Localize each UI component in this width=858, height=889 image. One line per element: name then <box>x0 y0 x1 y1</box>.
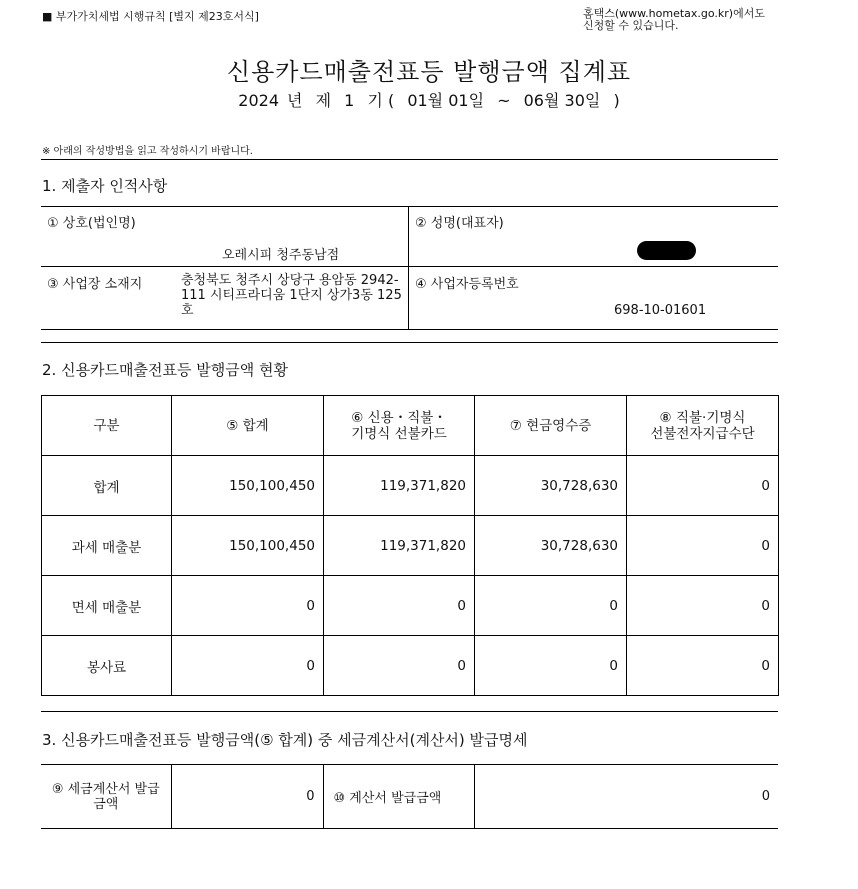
period-close: ) <box>613 91 620 110</box>
cell-cash-receipt: 30,728,630 <box>475 456 627 516</box>
table-row <box>42 636 779 696</box>
section2-heading: 2. 신용카드매출전표등 발행금액 현황 <box>42 361 288 379</box>
divider <box>41 329 778 330</box>
tax-invoice-label: ⑨ 세금계산서 발급 금액 <box>41 765 171 829</box>
tax-period <box>0 88 858 111</box>
table-row <box>42 456 779 516</box>
period-term: 1 <box>344 91 355 110</box>
cell-electronic: 0 <box>627 576 779 636</box>
divider <box>41 206 778 207</box>
address-label: ③ 사업장 소재지 <box>47 277 143 292</box>
divider <box>41 342 778 343</box>
header-electronic-payment: ⑧ 직불·기명식 선불전자지급수단 <box>627 396 779 456</box>
period-year: 2024 <box>238 91 280 110</box>
hometax-notice-line2: 신청할 수 있습니다. <box>583 19 679 32</box>
representative-label: ② 성명(대표자) <box>415 216 504 231</box>
invoice-value: 0 <box>474 765 778 829</box>
hometax-notice-line1: 홈택스(www.hometax.go.kr)에서도 <box>583 7 765 20</box>
cell-electronic: 0 <box>627 456 779 516</box>
header-cash-receipt: ⑦ 현금영수증 <box>475 396 627 456</box>
cell-total: 150,100,450 <box>172 456 324 516</box>
row-label: 과세 매출분 <box>42 516 172 576</box>
row-label: 봉사료 <box>42 636 172 696</box>
tax-invoice-value: 0 <box>171 765 323 829</box>
registration-number-label: ④ 사업자등록번호 <box>415 277 519 292</box>
header-category: 구분 <box>42 396 172 456</box>
divider <box>41 159 778 160</box>
address-value: 충청북도 청주시 상당구 용암동 2942-111 시티프라디움 1단지 상가3동 125호 <box>181 273 402 318</box>
cell-cash-receipt: 30,728,630 <box>475 516 627 576</box>
header-total: ⑤ 합계 <box>172 396 324 456</box>
period-term-prefix: 제 <box>315 91 332 110</box>
cell-card: 119,371,820 <box>324 516 475 576</box>
row-label: 합계 <box>42 456 172 516</box>
table-header-row <box>42 396 779 456</box>
cell-total: 0 <box>172 576 324 636</box>
redacted-representative-name <box>637 241 696 260</box>
hometax-notice <box>583 8 765 32</box>
period-term-suffix: 기 ( <box>367 91 395 110</box>
registration-number-value: 698-10-01601 <box>614 303 707 318</box>
cell-card: 0 <box>324 636 475 696</box>
invoice-label: ⑩ 계산서 발급금액 <box>323 765 474 829</box>
cell-electronic: 0 <box>627 636 779 696</box>
cell-card: 0 <box>324 576 475 636</box>
cell-total: 150,100,450 <box>172 516 324 576</box>
instruction-note: ※ 아래의 작성방법을 읽고 작성하시기 바랍니다. <box>42 146 253 157</box>
section1-heading: 1. 제출자 인적사항 <box>42 177 168 195</box>
table-row <box>42 576 779 636</box>
business-name-label: ① 상호(법인명) <box>47 216 136 231</box>
period-to: 06월 30일 <box>523 91 601 110</box>
table-row <box>41 765 778 829</box>
business-name-value: 오레시피 청주동남점 <box>222 248 340 263</box>
divider <box>41 711 778 712</box>
issuance-amount-table <box>41 395 779 696</box>
form-rule-label: ■ 부가가치세법 시행규칙 [별지 제23호서식] <box>42 10 259 23</box>
divider <box>41 266 778 267</box>
period-tilde: ~ <box>497 91 511 110</box>
section3-heading: 3. 신용카드매출전표등 발행금액(⑤ 합계) 중 세금계산서(계산서) 발급명세 <box>42 731 528 749</box>
row-label: 면세 매출분 <box>42 576 172 636</box>
table-row <box>42 516 779 576</box>
header-credit-debit-card: ⑥ 신용・직불・ 기명식 선불카드 <box>324 396 475 456</box>
period-from: 01월 01일 <box>407 91 485 110</box>
cell-card: 119,371,820 <box>324 456 475 516</box>
invoice-issuance-table <box>41 764 778 829</box>
cell-cash-receipt: 0 <box>475 576 627 636</box>
cell-cash-receipt: 0 <box>475 636 627 696</box>
cell-electronic: 0 <box>627 516 779 576</box>
cell-total: 0 <box>172 636 324 696</box>
period-year-suffix: 년 <box>287 91 303 110</box>
document-title: 신용카드매출전표등 발행금액 집계표 <box>226 58 632 86</box>
